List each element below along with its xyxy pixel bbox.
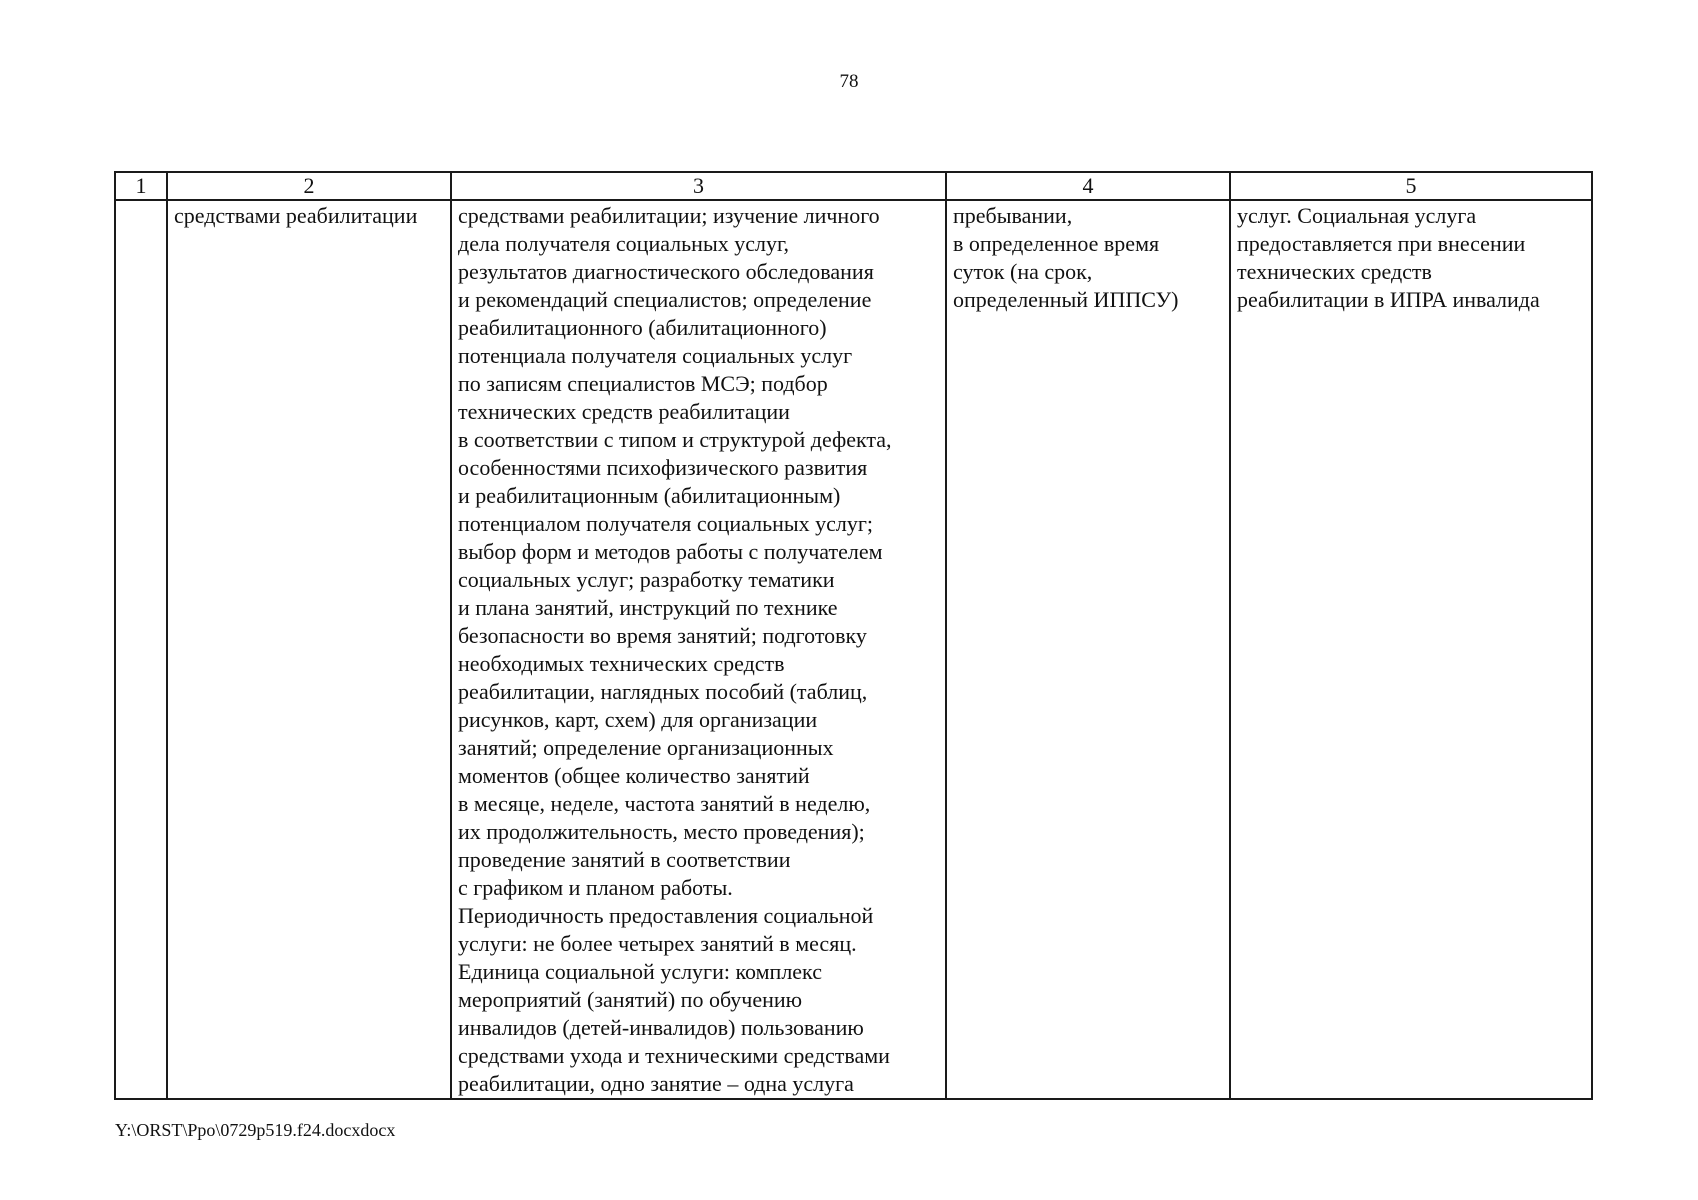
cell-text-line: с графиком и планом работы. [458, 875, 733, 900]
cell-text-line: проведение занятий в соответствии [458, 847, 791, 872]
cell-text-line: потенциала получателя социальных услуг [458, 343, 853, 368]
column-header-3: 3 [451, 172, 946, 200]
cell-text-line: в месяце, неделе, частота занятий в неделю, [458, 791, 871, 816]
cell-text-line: средствами ухода и техническими средствами [458, 1043, 890, 1068]
column-header-1: 1 [115, 172, 167, 200]
table-header-row [115, 172, 1592, 200]
cell-text-line: средствами реабилитации; изучение личного [458, 203, 880, 228]
cell-text-line: по записям специалистов МСЭ; подбор [458, 371, 828, 396]
cell-text-line: определенный ИППСУ) [953, 287, 1179, 312]
column-header-2: 2 [167, 172, 451, 200]
cell-text-line: необходимых технических средств [458, 651, 785, 676]
cell-text-line: реабилитационного (абилитационного) [458, 315, 827, 340]
cell-text-line: инвалидов (детей-инвалидов) пользованию [458, 1015, 864, 1040]
cell-text-line: дела получателя социальных услуг, [458, 231, 790, 256]
cell-text-line: и рекомендаций специалистов; определение [458, 287, 872, 312]
cell-text-line: технических средств реабилитации [458, 399, 790, 424]
cell-service-name [167, 200, 451, 1099]
table-row [115, 200, 1592, 1099]
cell-text-line: технических средств [1237, 259, 1432, 284]
cell-text-line: безопасности во время занятий; подготовку [458, 623, 867, 648]
cell-number [115, 200, 167, 1099]
cell-text-line: пребывании, [953, 203, 1073, 228]
cell-text-line: и реабилитационным (абилитационным) [458, 483, 841, 508]
cell-text-line: суток (на срок, [953, 259, 1093, 284]
cell-service-description [451, 200, 946, 1099]
cell-text-line: выбор форм и методов работы с получателем [458, 539, 883, 564]
cell-service-conditions [1230, 200, 1592, 1099]
cell-text-line: услуг. Социальная услуга [1237, 203, 1477, 228]
footer-file-path: Y:\ORST\Ppo\0729p519.f24.docxdocx [115, 1120, 396, 1140]
cell-text-line: Периодичность предоставления социальной [458, 903, 874, 928]
cell-text-line: социальных услуг; разработку тематики [458, 567, 835, 592]
cell-text-line: мероприятий (занятий) по обучению [458, 987, 803, 1012]
column-header-4: 4 [946, 172, 1230, 200]
column-header-5: 5 [1230, 172, 1592, 200]
cell-text-line: Единица социальной услуги: комплекс [458, 959, 822, 984]
cell-text-line: реабилитации, наглядных пособий (таблиц, [458, 679, 868, 704]
cell-text-line: средствами реабилитации [174, 203, 418, 228]
cell-text-line: рисунков, карт, схем) для организации [458, 707, 818, 732]
cell-text-line: реабилитации, одно занятие – одна услуга [458, 1071, 854, 1096]
cell-text-line: предоставляется при внесении [1237, 231, 1526, 256]
content-table [114, 171, 1593, 1100]
cell-text-line: в соответствии с типом и структурой дефекта, [458, 427, 892, 452]
cell-text-line: потенциалом получателя социальных услуг; [458, 511, 874, 536]
cell-text-line: занятий; определение организационных [458, 735, 834, 760]
cell-text-line: результатов диагностического обследования [458, 259, 874, 284]
cell-text-line: реабилитации в ИПРА инвалида [1237, 287, 1540, 312]
cell-text-line: и плана занятий, инструкций по технике [458, 595, 838, 620]
cell-text-line: моментов (общее количество занятий [458, 763, 810, 788]
cell-text-line: в определенное время [953, 231, 1160, 256]
cell-service-form [946, 200, 1230, 1099]
cell-text-line: особенностями психофизического развития [458, 455, 868, 480]
cell-text-line: услуги: не более четырех занятий в месяц. [458, 931, 857, 956]
page-number: 78 [839, 71, 859, 92]
cell-text-line: их продолжительность, место проведения); [458, 819, 865, 844]
